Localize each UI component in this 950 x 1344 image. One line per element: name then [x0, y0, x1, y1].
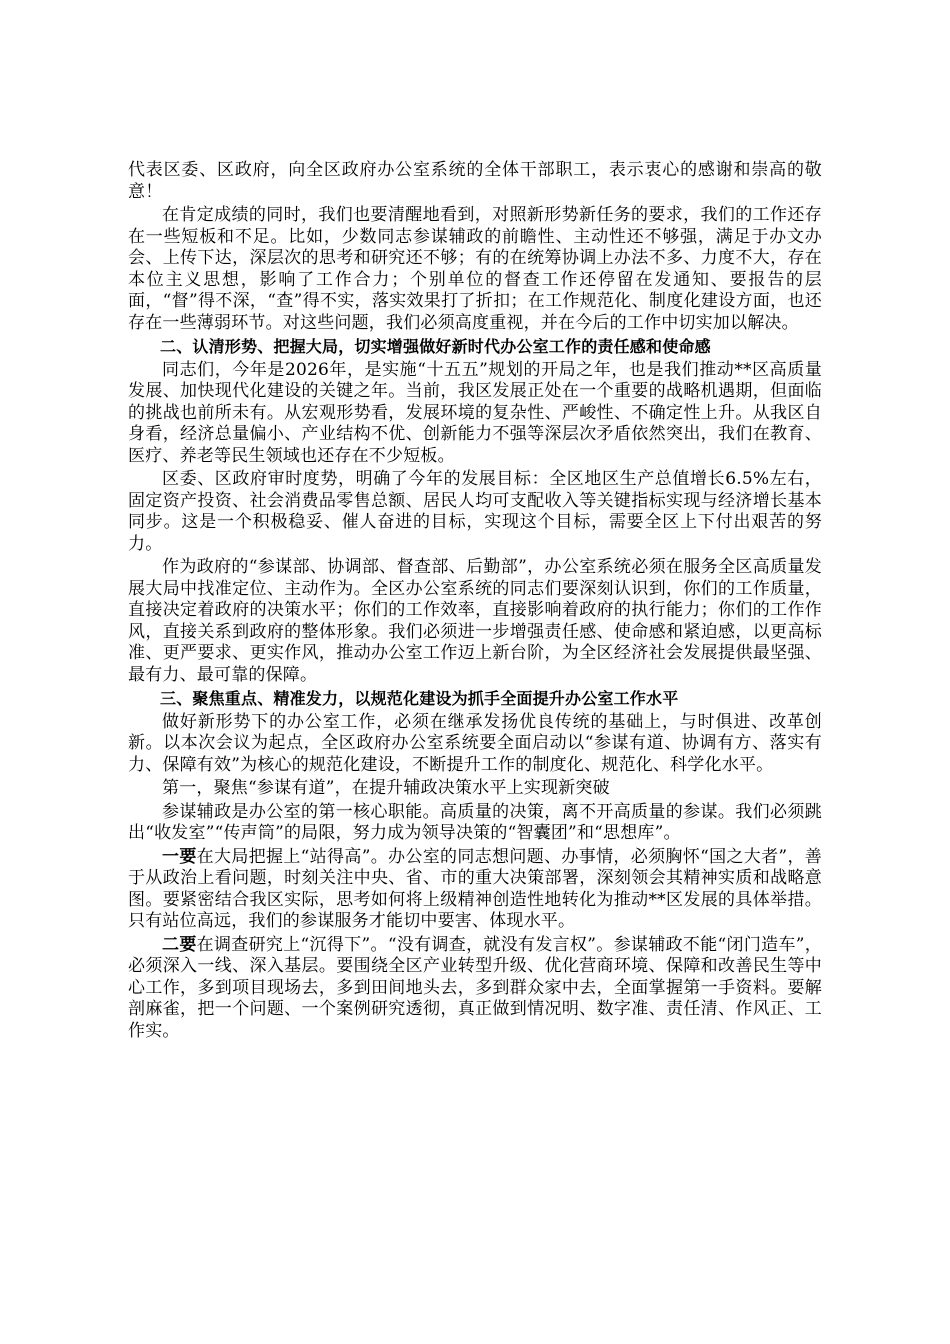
point-one-text: 在大局把握上“站得高”。办公室的同志想问题、办事情，必须胸怀“国之大者”，善于从政治上看问题，时刻关注中央、省、市的重大决策部署，深刻领会其精神实质和战略意图。要紧密结合我区实际，思考如何将上级精神创造性地转化为推动**区发展的具体举措。只有站位高远，我们的参谋服务才能切中要害、体现水平。 [128, 846, 822, 931]
paragraph-thanks: 代表区委、区政府，向全区政府办公室系统的全体干部职工，表示衷心的感谢和崇高的敬意！ [128, 160, 822, 202]
paragraph-role: 作为政府的“参谋部、协调部、督查部、后勤部”，办公室系统必须在服务全区高质量发展大局中找准定位、主动作为。全区办公室系统的同志们要深刻认识到，你们的工作质量，直接决定着政府的决策水平；你们的工作效率，直接影响着政府的执行能力；你们的工作作风，直接关系到政府的整体形象。我们必须进一步增强责任感、使命感和紧迫感，以更高标准、更严要求、更实作风，推动办公室工作迈上新台阶，为全区经济社会发展提供最坚强、最有力、最可靠的保障。 [128, 557, 822, 685]
paragraph-standardization: 做好新形势下的办公室工作，必须在继承发扬优良传统的基础上，与时俱进、改革创新。以本次会议为起点，全区政府办公室系统要全面启动以“参谋有道、协调有方、落实有力、保障有效”为核心的规范化建设，不断提升工作的制度化、规范化、科学化水平。 [128, 711, 822, 775]
point-two-text: 在调查研究上“沉得下”。“没有调查，就没有发言权”。参谋辅政不能“闭门造车”，必须深入一线、深入基层。要围绕全区产业转型升级、优化营商环境、保障和改善民生等中心工作，多到项目现场去，多到田间地头去，多到群众家中去，全面掌握第一手资料。要解剖麻雀，把一个问题、一个案例研究透彻，真正做到情况明、数字准、责任清、作风正、工作实。 [128, 934, 822, 1041]
document-page [128, 160, 822, 1044]
lead-label-one: 一要 [162, 846, 197, 867]
paragraph-goals: 区委、区政府审时度势，明确了今年的发展目标：全区地区生产总值增长6.5%左右，固定资产投资、社会消费品零售总额、居民人均可支配收入等关键指标实现与经济增长基本同步。这是一个积极稳妥、催人奋进的目标，实现这个目标，需要全区上下付出艰苦的努力。 [128, 469, 822, 554]
section-heading-three: 三、聚焦重点、精准发力，以规范化建设为抓手全面提升办公室工作水平 [160, 689, 679, 708]
paragraph-situation: 同志们，今年是2026年，是实施“十五五”规划的开局之年，也是我们推动**区高质量发展、加快现代化建设的关键之年。当前，我区发展正处在一个重要的战略机遇期，但面临的挑战也前所未有。从宏观形势看，发展环境的复杂性、严峻性、不确定性上升。从我区自身看，经济总量偏小、产业结构不优、创新能力不强等深层次矛盾依然突出，我们在教育、医疗、养老等民生领域也还存在不少短板。 [128, 359, 822, 466]
paragraph-shortcomings: 在肯定成绩的同时，我们也要清醒地看到，对照新形势新任务的要求，我们的工作还存在一些短板和不足。比如，少数同志参谋辅政的前瞻性、主动性还不够强，满足于办文办会、上传下达，深层次的思考和研究还不够；有的在统筹协调上办法不多、力度不大，存在本位主义思想，影响了工作合力；个别单位的督查工作还停留在发通知、要报告的层面，“督”得不深，“查”得不实，落实效果打了折扣；在工作规范化、制度化建设方面，也还存在一些薄弱环节。对这些问题，我们必须高度重视，并在今后的工作中切实加以解决。 [128, 205, 822, 333]
lead-label-two: 二要 [162, 934, 197, 955]
section-heading-two: 二、认清形势、把握大局，切实增强做好新时代办公室工作的责任感和使命感 [160, 337, 711, 356]
paragraph-point-two [128, 935, 822, 1043]
paragraph-point-one [128, 847, 822, 933]
paragraph-advisory: 参谋辅政是办公室的第一核心职能。高质量的决策，离不开高质量的参谋。我们必须跳出“收发室”“传声筒”的局限，努力成为领导决策的“智囊团”和“思想库”。 [128, 801, 822, 843]
paragraph-first-point: 第一，聚焦“参谋有道”，在提升辅政决策水平上实现新突破 [162, 778, 610, 798]
